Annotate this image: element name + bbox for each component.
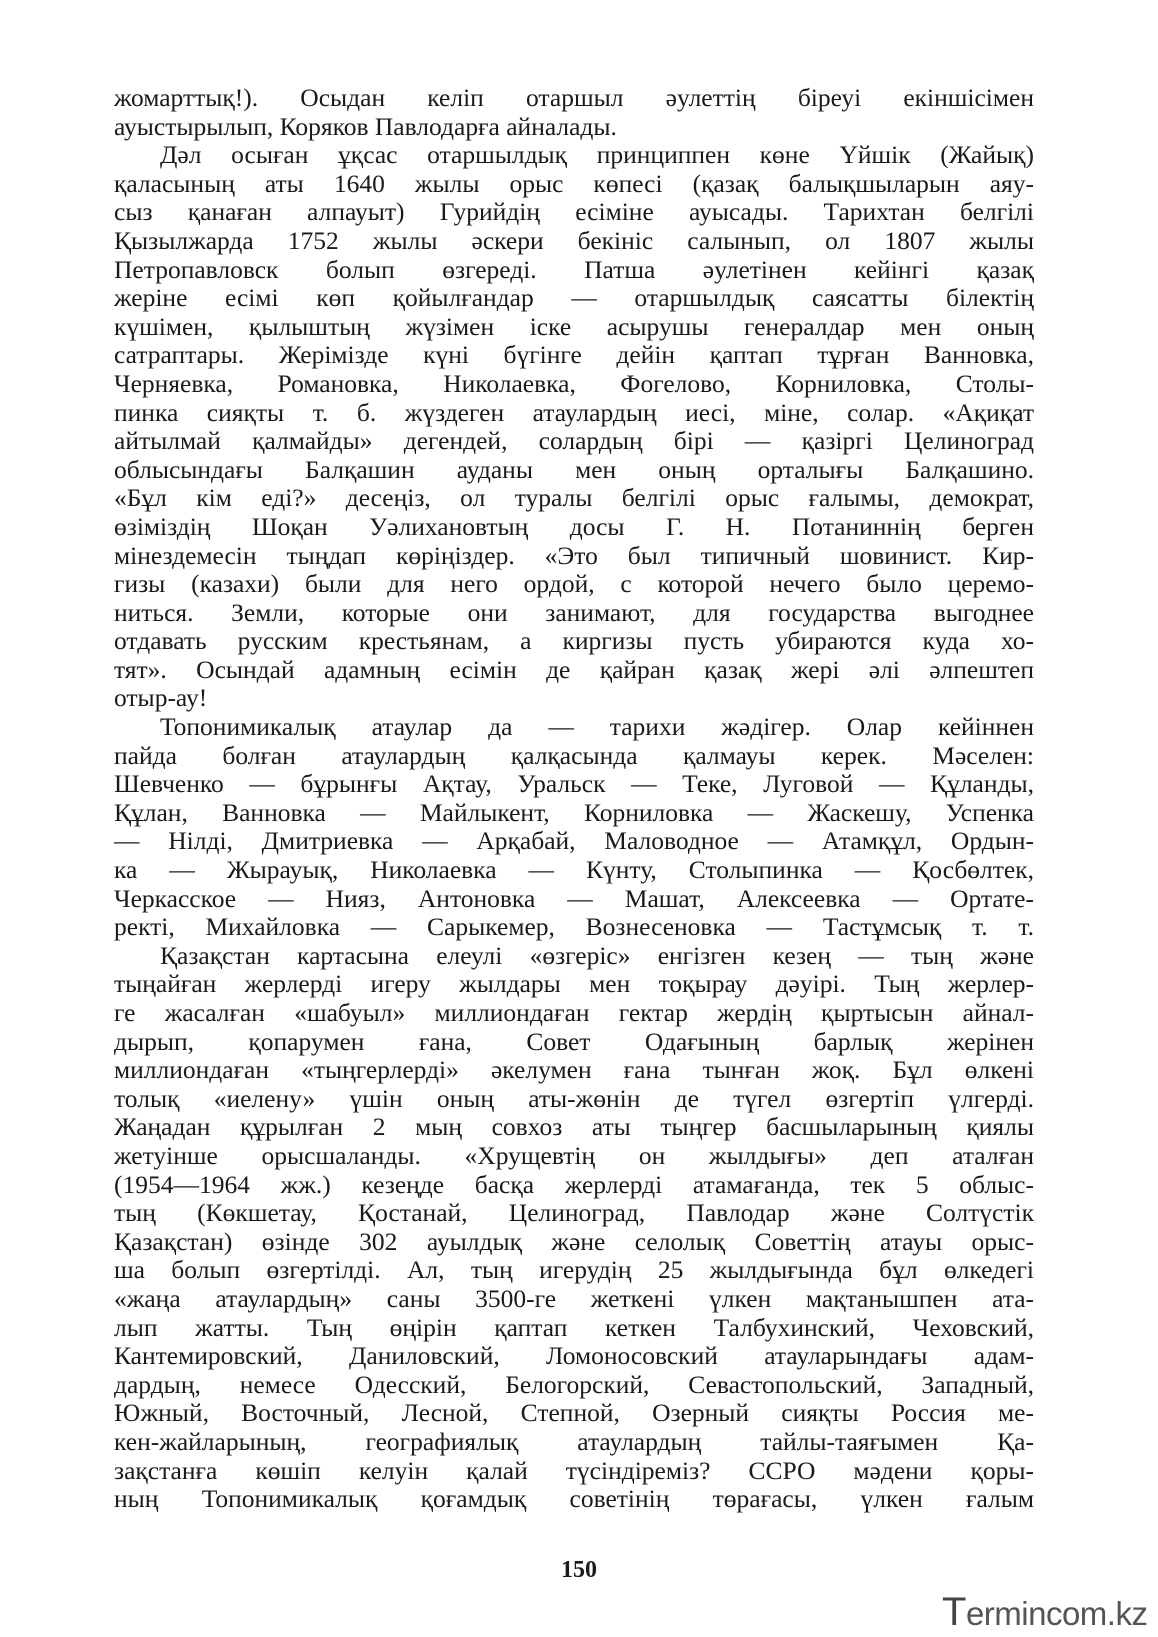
text-line: дырып, қопарумен ғана, Совет Одағының барлық жерінен bbox=[114, 1027, 1034, 1056]
text-line: ректі, Михайловка — Сарыкемер, Вознесеновка — Тастұмсық т. т. bbox=[114, 913, 1034, 942]
text-line: Кантемировский, Даниловский, Ломоносовский атауларындағы адам- bbox=[114, 1342, 1034, 1371]
text-line: облысындағы Балқашин ауданы мен оның орталығы Балқашино. bbox=[114, 455, 1034, 484]
text-line: тың (Көкшетау, Қостанай, Целиноград, Павлодар және Солтүстік bbox=[114, 1199, 1034, 1228]
text-line: (1954—1964 жж.) кезеңде басқа жерлерді атамағанда, тек 5 облыс- bbox=[114, 1170, 1034, 1199]
text-line: сыз қанаған алпауыт) Гурийдің есіміне ауысады. Тарихтан белгілі bbox=[114, 198, 1034, 227]
text-line: Қызылжарда 1752 жылы әскери бекініс салынып, ол 1807 жылы bbox=[114, 226, 1034, 255]
text-line: Южный, Восточный, Лесной, Степной, Озерный сияқты Россия ме- bbox=[114, 1399, 1034, 1428]
site-watermark-logo bbox=[942, 1590, 1148, 1634]
text-line: миллиондаған «тыңгерлерді» әкелумен ғана тынған жоқ. Бұл өлкені bbox=[114, 1056, 1034, 1085]
text-line: Черняевка, Романовка, Николаевка, Фогелово, Корниловка, Столы- bbox=[114, 369, 1034, 398]
watermark-rest: ermincom.kz bbox=[965, 1595, 1148, 1632]
text-line: отыр-ау! bbox=[114, 684, 208, 713]
text-line: ка — Жырауық, Николаевка — Күнту, Столыпинка — Қосбөлтек, bbox=[114, 856, 1034, 885]
body-text bbox=[114, 84, 1034, 1514]
text-line: Петропавловск болып өзгереді. Патша әулетінен кейінгі қазақ bbox=[114, 255, 1034, 284]
text-line: кен-жайларының, географиялық атаулардың тайлы-таяғымен Қа- bbox=[114, 1427, 1034, 1456]
page-number: 150 bbox=[561, 1557, 597, 1583]
text-line: ның Топонимикалық қоғамдық советінің төрағасы, үлкен ғалым bbox=[114, 1485, 1034, 1514]
text-line: «жаңа атаулардың» саны 3500-ге жеткені үлкен мақтанышпен ата- bbox=[114, 1284, 1034, 1313]
text-line: Черкасское — Нияз, Антоновка — Машат, Алексеевка — Ортате- bbox=[114, 884, 1034, 913]
text-line: Қазақстан картасына елеулі «өзгеріс» енгізген кезең — тың және bbox=[160, 941, 1034, 970]
text-line: «Бұл кім еді?» десеңіз, ол туралы белгілі орыс ғалымы, демократ, bbox=[114, 484, 1034, 513]
text-line: Дәл осыған ұқсас отаршылдық принциппен көне Үйшік (Жайық) bbox=[160, 141, 1034, 170]
text-line: Жаңадан құрылған 2 мың совхоз аты тыңгер басшыларының қиялы bbox=[114, 1113, 1034, 1142]
text-line: сатраптары. Жерімізде күні бүгінге дейін қаптап тұрған Ванновка, bbox=[114, 341, 1034, 370]
text-line: жетуінше орысшаланды. «Хрущевтің он жылдығы» деп аталған bbox=[114, 1141, 1034, 1170]
text-line: жеріне есімі көп қойылғандар — отаршылдық саясатты білектің bbox=[114, 284, 1034, 313]
text-line: лып жатты. Тың өңірін қаптап кеткен Талбухинский, Чеховский, bbox=[114, 1313, 1034, 1342]
text-line: Қазақстан) өзінде 302 ауылдық және селолық Советтің атауы орыс- bbox=[114, 1227, 1034, 1256]
text-line: гизы (казахи) были для него ордой, с которой нечего было церемо- bbox=[114, 570, 1034, 599]
text-line: қаласының аты 1640 жылы орыс көпесі (қазақ балықшыларын аяу- bbox=[114, 169, 1034, 198]
text-line: — Нілді, Дмитриевка — Арқабай, Маловодное — Атамқұл, Ордын- bbox=[114, 827, 1034, 856]
text-line: ниться. Земли, которые они занимают, для государства выгоднее bbox=[114, 598, 1034, 627]
text-line: күшімен, қылыштың жүзімен іске асырушы генералдар мен оның bbox=[114, 312, 1034, 341]
text-line: тят». Осындай адамның есімін де қайран қазақ жері әлі әлпештеп bbox=[114, 655, 1034, 684]
text-line: Құлан, Ванновка — Майлыкент, Корниловка — Жаскешу, Успенка bbox=[114, 798, 1034, 827]
text-line: Шевченко — бұрынғы Ақтау, Уральск — Теке, Луговой — Құланды, bbox=[114, 770, 1034, 799]
text-line: өзіміздің Шоқан Уәлихановтың досы Г. Н. Потаниннің берген bbox=[114, 512, 1034, 541]
text-line: тыңайған жерлерді игеру жылдары мен тоқырау дәуірі. Тың жерлер- bbox=[114, 970, 1034, 999]
text-line: жомарттық!). Осыдан келіп отаршыл әулеттің біреуі екіншісімен bbox=[114, 84, 1034, 112]
watermark-first-letter: T bbox=[942, 1590, 966, 1634]
text-line: пинка сияқты т. б. жүздеген атаулардың иесі, міне, солар. «Ақиқат bbox=[114, 398, 1034, 427]
text-line: Топонимикалық атаулар да — тарихи жәдігер. Олар кейіннен bbox=[160, 713, 1034, 742]
text-line: зақстанға көшіп келуін қалай түсіндіреміз? ССРО мәдени қоры- bbox=[114, 1456, 1034, 1485]
text-line: ге жасалған «шабуыл» миллиондаған гектар жердің қыртысын айнал- bbox=[114, 999, 1034, 1027]
text-line: ауыстырылып, Коряков Павлодарға айналады. bbox=[114, 112, 617, 141]
text-line: отдавать русским крестьянам, а киргизы пусть убираются куда хо- bbox=[114, 627, 1034, 656]
text-line: пайда болған атаулардың қалқасында қалмауы керек. Мәселен: bbox=[114, 741, 1034, 770]
text-line: ша болып өзгертілді. Ал, тың игерудің 25 жылдығында бұл өлкедегі bbox=[114, 1256, 1034, 1285]
text-line: дардың, немесе Одесский, Белогорский, Севастопольский, Западный, bbox=[114, 1370, 1034, 1399]
text-line: айтылмай қалмайды» дегендей, солардың бірі — қазіргі Целиноград bbox=[114, 427, 1034, 456]
text-line: толық «иелену» үшін оның аты-жөнін де түгел өзгертіп үлгерді. bbox=[114, 1084, 1034, 1113]
text-line: мінездемесін тыңдап көріңіздер. «Это был типичный шовинист. Кир- bbox=[114, 541, 1034, 570]
